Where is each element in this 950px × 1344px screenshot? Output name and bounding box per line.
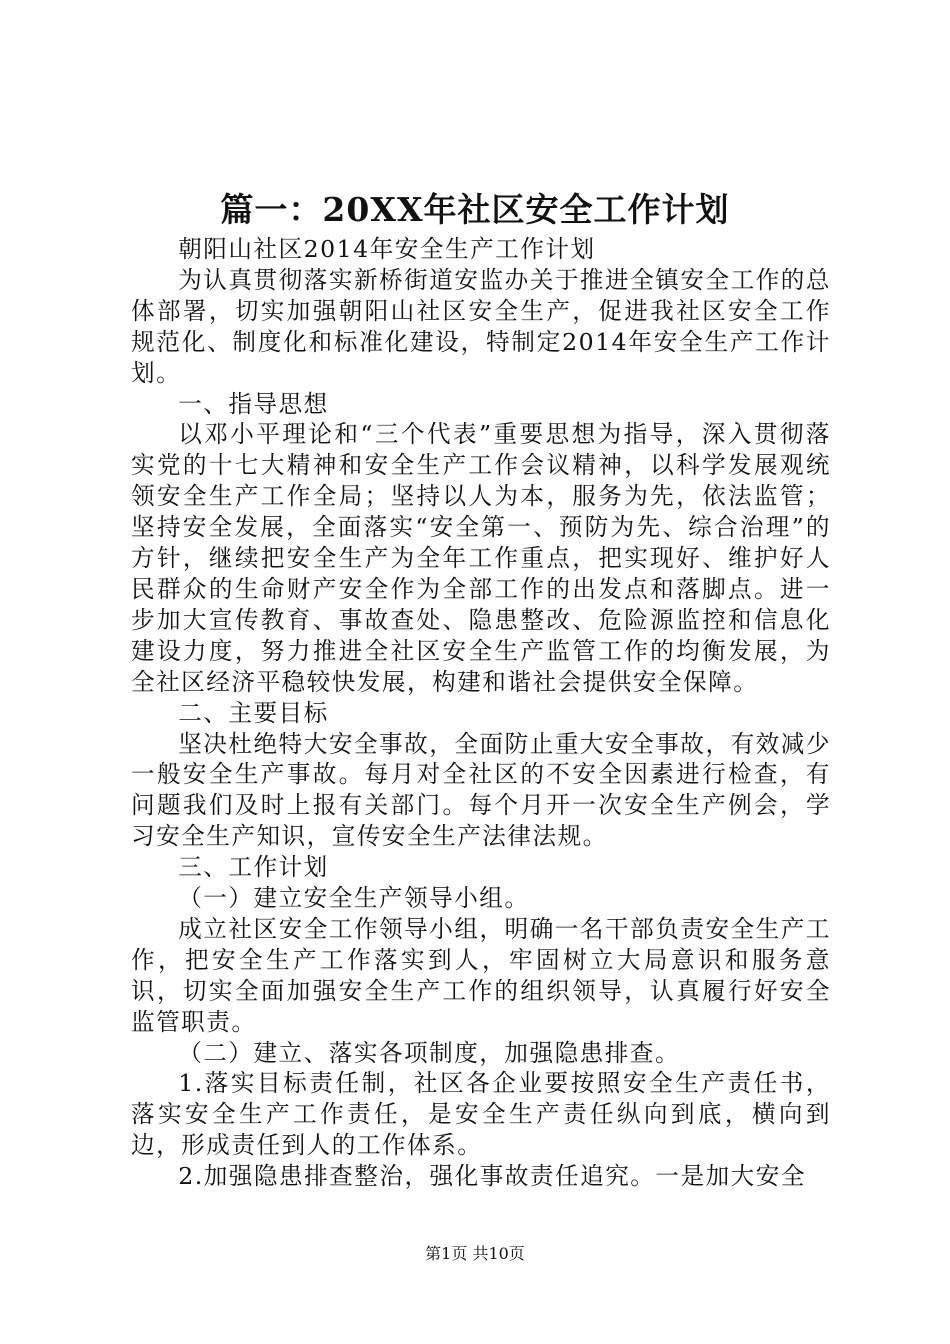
- paragraph-main-goals: 坚决杜绝特大安全事故，全面防止重大安全事故，有效减少一般安全生产事故。每月对全社区的不安全因素进行检查，有问题我们及时上报有关部门。每个月开一次安全生产例会，学习安全生产知识，宣传安全生产法律法规。: [131, 729, 831, 851]
- paragraph-intro: 为认真贯彻落实新桥街道安监办关于推进全镇安全工作的总体部署，切实加强朝阳山社区安全生产，促进我社区安全工作规范化、制度化和标准化建设，特制定2014年安全生产工作计划。: [131, 265, 831, 387]
- heading-main-goals: 二、主要目标: [178, 698, 329, 727]
- subheading-systems: （二）建立、落实各项制度，加强隐患排查。: [178, 1038, 681, 1067]
- paragraph-item-2: 2.加强隐患排查整治，强化事故责任追究。一是加大安全: [178, 1162, 806, 1191]
- subheading-leadership-group: （一）建立安全生产领导小组。: [178, 884, 530, 913]
- heading-work-plan: 三、工作计划: [178, 853, 329, 882]
- paragraph-leadership-group: 成立社区安全工作领导小组，明确一名干部负责安全生产工作，把安全生产工作落实到人，牢固树立大局意识和服务意识，切实全面加强安全生产工作的组织领导，认真履行好安全监管职责。: [131, 914, 831, 1036]
- paragraph-guiding-ideology: 以邓小平理论和“三个代表”重要思想为指导，深入贯彻落实党的十七大精神和安全生产工作会议精神，以科学发展观统领安全生产工作全局；坚持以人为本，服务为先，依法监管；坚持安全发展，全面落实“安全第一、预防为先、综合治理”的方针，继续把安全生产为全年工作重点，把实现好、维护好人民群众的生命财产安全作为全部工作的出发点和落脚点。进一步加大宣传教育、事故查处、隐患整改、危险源监控和信息化建设力度，努力推进全社区安全生产监管工作的均衡发展，为全社区经济平稳较快发展，构建和谐社会提供安全保障。: [131, 420, 831, 696]
- paragraph-subtitle: 朝阳山社区2014年安全生产工作计划: [178, 235, 596, 263]
- page-footer: 第1页 共10页: [425, 1244, 525, 1263]
- document-body: [131, 234, 831, 1192]
- document-title: 篇一：20XX年社区安全工作计划: [220, 190, 730, 229]
- paragraph-item-1: 1.落实目标责任制，社区各企业要按照安全生产责任书，落实安全生产工作责任，是安全生产责任纵向到底，横向到边，形成责任到人的工作体系。: [131, 1069, 831, 1160]
- heading-guiding-ideology: 一、指导思想: [178, 389, 329, 418]
